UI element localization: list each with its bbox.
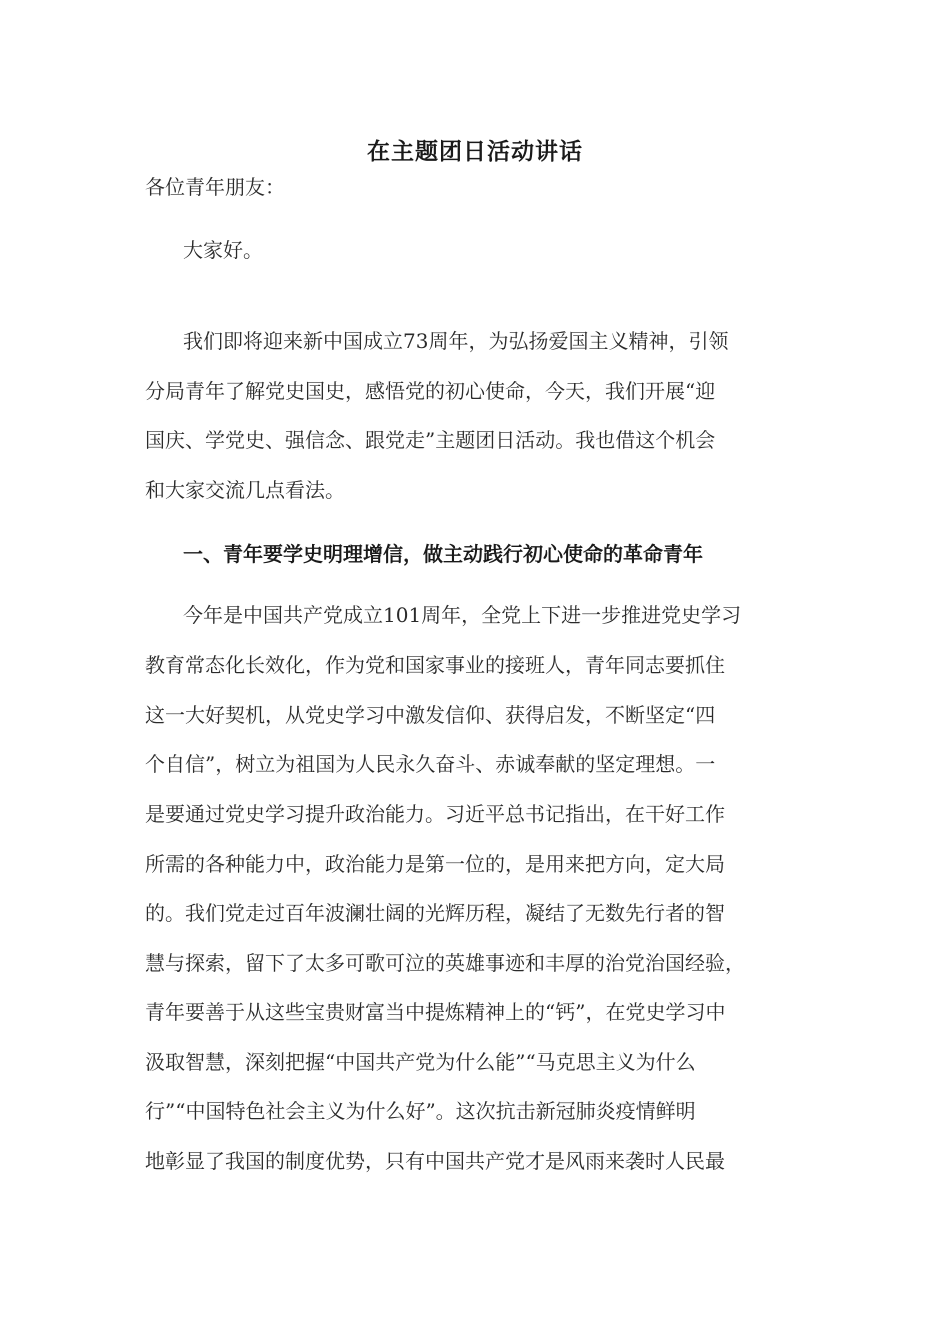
paragraph-line: 今年是中国共产党成立101周年，全党上下进一步推进党史学习 — [183, 603, 742, 627]
paragraph-line: 我们即将迎来新中国成立73周年，为弘扬爱国主义精神，引领 — [183, 329, 729, 353]
paragraph-line: 汲取智慧，深刻把握“中国共产党为什么能”“马克思主义为什么 — [145, 1050, 696, 1074]
paragraph-line: 的。我们党走过百年波澜壮阔的光辉历程，凝结了无数先行者的智 — [145, 901, 725, 925]
document-title: 在主题团日活动讲话 — [367, 138, 583, 165]
paragraph-line: 地彰显了我国的制度优势，只有中国共产党才是风雨来袭时人民最 — [145, 1149, 725, 1173]
paragraph-line: 青年要善于从这些宝贵财富当中提炼精神上的“钙”，在党史学习中 — [145, 1000, 726, 1024]
paragraph-line: 所需的各种能力中，政治能力是第一位的，是用来把方向，定大局 — [145, 852, 725, 876]
paragraph-line: 这一大好契机，从党史学习中激发信仰、获得启发，不断坚定“四 — [145, 703, 716, 727]
paragraph-line: 慧与探索，留下了太多可歌可泣的英雄事迹和丰厚的治党治国经验， — [145, 951, 745, 975]
opening-line: 大家好。 — [183, 238, 263, 262]
paragraph-line: 行”“中国特色社会主义为什么好”。这次抗击新冠肺炎疫情鲜明 — [145, 1099, 696, 1123]
paragraph-line: 教育常态化长效化，作为党和国家事业的接班人，青年同志要抓住 — [145, 653, 725, 677]
paragraph-line: 和大家交流几点看法。 — [145, 478, 345, 502]
greeting: 各位青年朋友： — [145, 175, 285, 199]
paragraph-line: 国庆、学党史、强信念、跟党走”主题团日活动。我也借这个机会 — [145, 428, 716, 452]
section-heading: 一、青年要学史明理增信，做主动践行初心使命的革命青年 — [183, 542, 703, 566]
paragraph-line: 个自信”，树立为祖国为人民永久奋斗、赤诚奉献的坚定理想。一 — [145, 752, 716, 776]
paragraph-line: 分局青年了解党史国史，感悟党的初心使命，今天，我们开展“迎 — [145, 379, 716, 403]
paragraph-line: 是要通过党史学习提升政治能力。习近平总书记指出，在干好工作 — [145, 802, 725, 826]
